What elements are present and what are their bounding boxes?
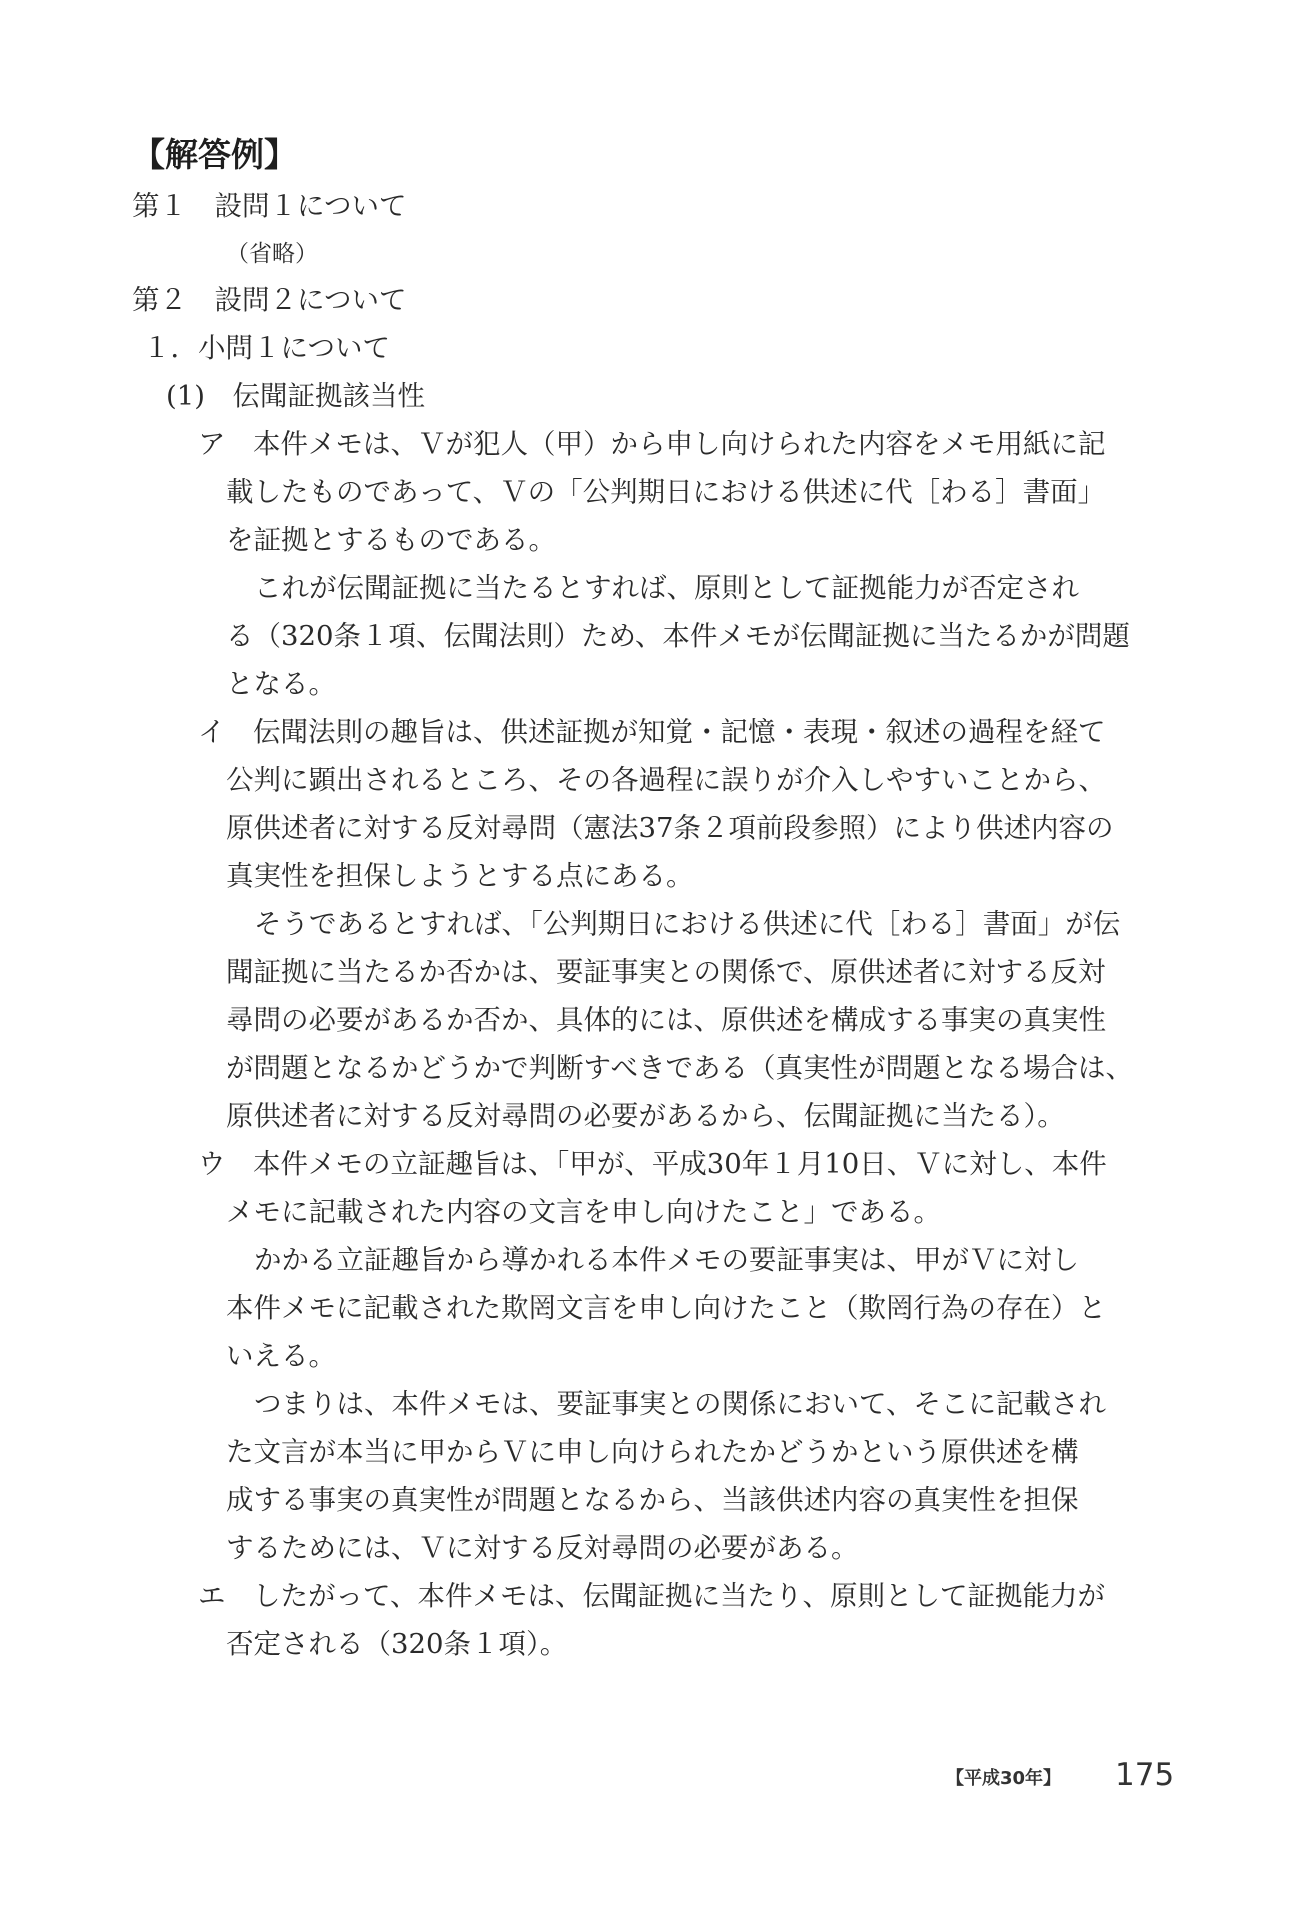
text-line: 聞証拠に当たるか否かは、要証事実との関係で、原供述者に対する反対 bbox=[226, 956, 1106, 988]
text-line: 尋問の必要があるか否か、具体的には、原供述を構成する事実の真実性 bbox=[226, 1004, 1106, 1036]
text-line: メモに記載された内容の文言を申し向けたこと」である。 bbox=[226, 1196, 941, 1228]
footer-year-label: 【平成30年】 bbox=[946, 1768, 1062, 1789]
text-line: 成する事実の真実性が問題となるから、当該供述内容の真実性を担保 bbox=[226, 1484, 1079, 1516]
text-line: 原供述者に対する反対尋問（憲法37条２項前段参照）により供述内容の bbox=[226, 812, 1114, 844]
heading-part-1: 第１ 設問１について bbox=[132, 190, 407, 222]
text-line: これが伝聞証拠に当たるとすれば、原則として証拠能力が否定され bbox=[254, 572, 1079, 604]
text-line: イ 伝聞法則の趣旨は、供述証拠が知覚・記憶・表現・叙述の過程を経て bbox=[198, 716, 1106, 748]
text-line: 真実性を担保しようとする点にある。 bbox=[226, 860, 694, 892]
text-line: た文言が本当に甲からＶに申し向けられたかどうかという原供述を構 bbox=[226, 1436, 1079, 1468]
page-number: 175 bbox=[1115, 1757, 1175, 1793]
text-line: 本件メモに記載された欺罔文言を申し向けたこと（欺罔行為の存在）と bbox=[226, 1292, 1106, 1324]
text-line: る（320条１項、伝聞法則）ため、本件メモが伝聞証拠に当たるかが問題 bbox=[226, 620, 1130, 652]
text-line: するためには、Ｖに対する反対尋問の必要がある。 bbox=[226, 1532, 859, 1564]
text-line: ウ 本件メモの立証趣旨は、「甲が、平成30年１月10日、Ｖに対し、本件 bbox=[198, 1148, 1107, 1180]
text-line: ア 本件メモは、Ｖが犯人（甲）から申し向けられた内容をメモ用紙に記 bbox=[198, 428, 1106, 460]
text-line: エ したがって、本件メモは、伝聞証拠に当たり、原則として証拠能力が bbox=[198, 1580, 1105, 1612]
heading-part-2: 第２ 設問２について bbox=[132, 284, 407, 316]
text-line: 否定される（320条１項）。 bbox=[226, 1628, 568, 1660]
text-line: が問題となるかどうかで判断すべきである（真実性が問題となる場合は、 bbox=[226, 1052, 1133, 1084]
page-title: 【解答例】 bbox=[132, 135, 297, 174]
text-line: 原供述者に対する反対尋問の必要があるから、伝聞証拠に当たる）。 bbox=[226, 1100, 1065, 1132]
text-line: となる。 bbox=[226, 668, 336, 700]
text-line: いえる。 bbox=[226, 1340, 336, 1372]
heading-hearsay: (1) 伝聞証拠該当性 bbox=[166, 380, 425, 412]
text-line: かかる立証趣旨から導かれる本件メモの要証事実は、甲がＶに対し bbox=[254, 1244, 1079, 1276]
text-line: 載したものであって、Ｖの「公判期日における供述に代［わる］書面」 bbox=[226, 476, 1106, 508]
text-line: そうであるとすれば、「公判期日における供述に代［わる］書面」が伝 bbox=[254, 908, 1121, 940]
omitted-note: （省略） bbox=[226, 241, 318, 267]
text-line: 公判に顕出されるところ、その各過程に誤りが介入しやすいことから、 bbox=[226, 764, 1106, 796]
text-line: を証拠とするものである。 bbox=[226, 524, 556, 556]
text-line: つまりは、本件メモは、要証事実との関係において、そこに記載され bbox=[254, 1388, 1106, 1420]
heading-subquestion-1: １．小問１について bbox=[143, 332, 390, 364]
